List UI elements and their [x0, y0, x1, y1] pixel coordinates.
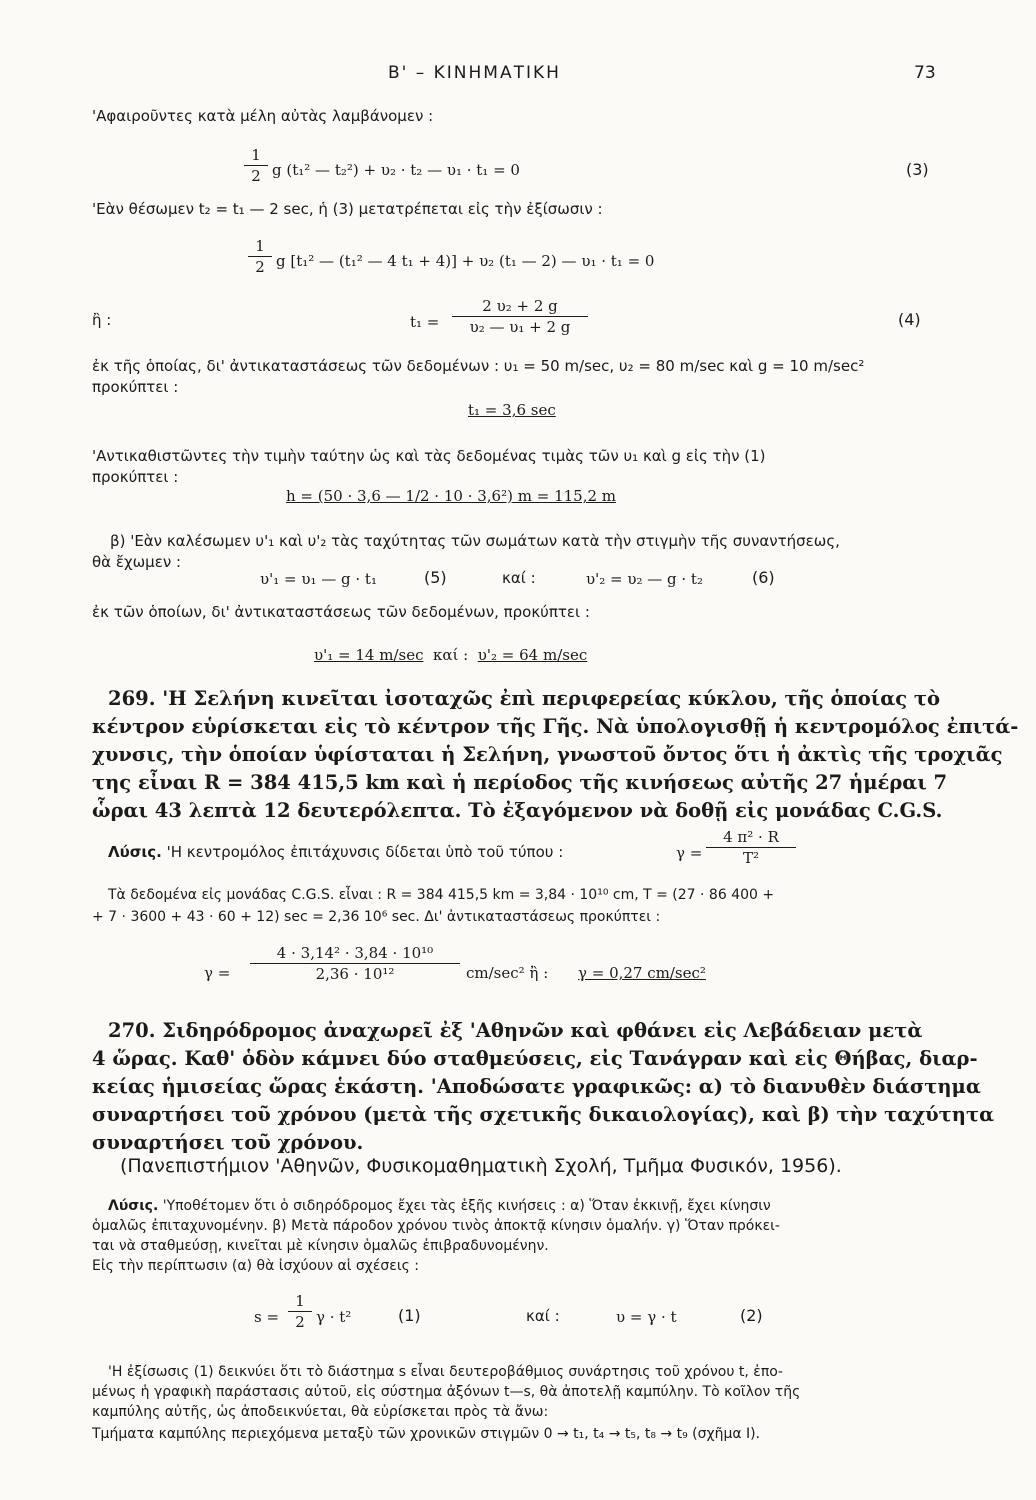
- or-label: ἢ :: [92, 311, 112, 329]
- fraction-denominator: 2: [295, 1313, 305, 1331]
- equation-4-fraction: [452, 297, 588, 336]
- body-line: 'Η ἐξίσωσις (1) δεικνύει ὅτι τὸ διάστημα s εἶναι δευτεροβάθμιος συνάρτησις τοῦ χρόνου t, ἐπο-: [108, 1364, 783, 1380]
- body-line: ἐκ τῆς ὁποίας, δι' ἀντικαταστάσεως τῶν δεδομένων : υ₁ = 50 m/sec, υ₂ = 80 m/sec καὶ g = 10 m/sec²: [92, 357, 865, 375]
- equation-b-fraction: [248, 237, 272, 276]
- body-line: ὁμαλῶς ἐπιταχυνομένην. β) Μετὰ πάροδον χρόνου τινὸς ἀποκτᾷ κίνησιν ὁμαλήν. γ) Ὅταν πρόκει-: [92, 1218, 780, 1234]
- fraction-numerator: 2 υ₂ + 2 g: [452, 297, 588, 317]
- equation-5-tag: (5): [424, 568, 447, 587]
- solution-text: 'Η κεντρομόλος ἐπιτάχυνσις δίδεται ὑπὸ τοῦ τύπου :: [166, 843, 564, 861]
- velocity-results: [314, 645, 587, 665]
- body-line: θὰ ἔχωμεν :: [92, 553, 182, 571]
- solution-text: 'Υποθέτομεν ὅτι ὁ σιδηρόδρομος ἔχει τὰς ἑξῆς κινήσεις : α) Ὅταν ἐκκινῇ, ἔχει κίνησιν: [162, 1198, 771, 1214]
- fraction-denominator: 2: [255, 258, 265, 276]
- h-equation-result: 115,2 m: [554, 487, 616, 505]
- page-number: 73: [914, 63, 936, 83]
- solution-label: Λύσις.: [108, 843, 162, 861]
- problem-270-citation: (Πανεπιστήμιον 'Αθηνῶν, Φυσικομαθηματικὴ Σχολή, Τμῆμα Φυσικόν, 1956).: [120, 1155, 842, 1177]
- body-line: ται νὰ σταθμεύσῃ, κινεῖται μὲ κίνησιν ὁμαλῶς ἐπιβραδυνομένην.: [92, 1238, 549, 1254]
- equation-substituted: g [t₁² — (t₁² — 4 t₁ + 4)] + υ₂ (t₁ — 2) — υ₁ · t₁ = 0: [276, 252, 655, 270]
- fraction-numerator: 1: [248, 237, 272, 257]
- fraction-denominator: υ₂ — υ₁ + 2 g: [469, 318, 571, 336]
- running-header-title: Β' – ΚΙΝΗΜΑΤΙΚΗ: [388, 63, 561, 83]
- fraction-numerator: 4 π² · R: [706, 828, 796, 848]
- body-line: ἐκ τῶν ὁποίων, δι' ἀντικαταστάσεως τῶν δεδομένων, προκύπτει :: [92, 603, 590, 621]
- fraction-numerator: 1: [244, 146, 268, 166]
- problem-269-statement: της εἶναι R = 384 415,5 km καὶ ἡ περίοδος τῆς κινήσεως αὐτῆς 27 ἡμέραι 7: [92, 771, 948, 794]
- body-line: β) 'Εὰν καλέσωμεν υ'₁ καὶ υ'₂ τὰς ταχύτητας τῶν σωμάτων κατὰ τὴν στιγμὴν τῆς συναντήσεως,: [110, 532, 840, 550]
- gamma-calc-unit: cm/sec² ἢ :: [466, 964, 549, 982]
- solution-line: [108, 1196, 771, 1216]
- problem-270-statement: κείας ἡμισείας ὥρας ἑκάστη. 'Αποδώσατε γραφικῶς: α) τὸ διανυθὲν διάστημα: [92, 1075, 981, 1098]
- gamma-formula-fraction: [706, 828, 796, 867]
- gamma-calc-result: γ = 0,27 cm/sec²: [578, 964, 706, 982]
- problem-269-statement: κέντρον εὑρίσκεται εἰς τὸ κέντρον τῆς Γῆς. Νὰ ὑπολογισθῇ ἡ κεντρομόλος ἐπιτά-: [92, 715, 1019, 738]
- and-label: καί :: [433, 646, 469, 664]
- and-label: καί :: [502, 569, 536, 587]
- body-line: 'Αφαιροῦντες κατὰ μέλη αὐτὰς λαμβάνομεν :: [92, 107, 434, 125]
- v-equation-tag: (2): [740, 1306, 763, 1325]
- problem-270-statement: 4 ὥρας. Καθ' ὁδὸν κάμνει δύο σταθμεύσεις, εἰς Τανάγραν καὶ εἰς Θήβας, διαρ-: [92, 1047, 978, 1070]
- equation-4-lhs: t₁ =: [410, 313, 440, 331]
- s-equation-fraction: [288, 1292, 312, 1331]
- h-equation: [286, 486, 616, 506]
- gamma-calc-fraction: [250, 944, 460, 983]
- body-line: + 7 · 3600 + 43 · 60 + 12) sec = 2,36 10⁶ sec. Δι' ἀντικαταστάσεως προκύπτει :: [92, 909, 661, 925]
- body-line: μένως ἡ γραφικὴ παράστασις αὐτοῦ, εἰς σύστημα ἀξόνων t—s, θὰ ἀποτελῇ καμπύλην. Τὸ κοῖλον τῆς: [92, 1384, 801, 1400]
- problem-270-statement: συναρτήσει τοῦ χρόνου (μετὰ τῆς σχετικῆς δικαιολογίας), καὶ β) τὴν ταχύτητα: [92, 1103, 995, 1126]
- body-line: καμπύλης αὐτῆς, ὡς ἀποδεικνύεται, θὰ εὑρίσκεται πρὸς τὰ ἄνω:: [92, 1404, 549, 1420]
- problem-270-statement: 270. Σιδηρόδρομος ἀναχωρεῖ ἐξ 'Αθηνῶν καὶ φθάνει εἰς Λεβάδειαν μετὰ: [108, 1019, 923, 1042]
- and-label: καί :: [526, 1307, 560, 1325]
- equation-3: g (t₁² — t₂²) + υ₂ · t₂ — υ₁ · t₁ = 0: [272, 161, 520, 179]
- body-line: 'Αντικαθιστῶντες τὴν τιμὴν ταύτην ὡς καὶ τὰς δεδομένας τιμὰς τῶν υ₁ καὶ g εἰς τὴν (1): [92, 447, 766, 465]
- problem-270-statement: συναρτήσει τοῦ χρόνου.: [92, 1131, 364, 1154]
- fraction-numerator: 1: [288, 1292, 312, 1312]
- gamma-formula-lhs: γ =: [676, 844, 703, 862]
- problem-269-statement: χυνσις, τὴν ὁποίαν ὑφίσταται ἡ Σελήνη, γνωστοῦ ὄντος ὅτι ἡ ἀκτὶς τῆς τροχιᾶς: [92, 743, 1003, 766]
- gamma-calc-lhs: γ =: [204, 964, 231, 982]
- equation-6: υ'₂ = υ₂ — g · t₂: [586, 570, 703, 588]
- h-equation-expression: h = (50 · 3,6 — 1/2 · 10 · 3,6²) m =: [286, 487, 555, 505]
- solution-line: [108, 842, 563, 862]
- body-line: Εἰς τὴν περίπτωσιν (α) θὰ ἰσχύουν αἱ σχέσεις :: [92, 1258, 419, 1274]
- body-line: 'Εὰν θέσωμεν t₂ = t₁ — 2 sec, ἡ (3) μετατρέπεται εἰς τὴν ἐξίσωσιν :: [92, 200, 603, 218]
- body-line: προκύπτει :: [92, 378, 179, 396]
- body-line: Τμήματα καμπύλης περιεχόμενα μεταξὺ τῶν χρονικῶν στιγμῶν 0 → t₁, t₄ → t₅, t₈ → t₉ (σχῆμα Ι).: [92, 1426, 761, 1442]
- t1-result: t₁ = 3,6 sec: [468, 401, 556, 419]
- solution-label: Λύσις.: [108, 1198, 159, 1214]
- equation-5: υ'₁ = υ₁ — g · t₁: [260, 570, 377, 588]
- s-equation-rhs: γ · t²: [316, 1308, 352, 1326]
- problem-269-statement: 269. 'Η Σελήνη κινεῖται ἰσοταχῶς ἐπὶ περιφερείας κύκλου, τῆς ὁποίας τὸ: [108, 687, 941, 710]
- s-equation-tag: (1): [398, 1306, 421, 1325]
- v-equation: υ = γ · t: [616, 1308, 677, 1326]
- fraction-denominator: T²: [742, 849, 760, 867]
- v1-result: υ'₁ = 14 m/sec: [314, 646, 424, 664]
- body-line: Τὰ δεδομένα εἰς μονάδας C.G.S. εἶναι : R = 384 415,5 km = 3,84 · 10¹⁰ cm, T = (27 · 86 400 +: [108, 887, 775, 903]
- equation-4-tag: (4): [898, 310, 921, 329]
- equation-3-tag: (3): [906, 160, 929, 179]
- fraction-numerator: 4 · 3,14² · 3,84 · 10¹⁰: [250, 944, 460, 964]
- problem-269-statement: ὧραι 43 λεπτὰ 12 δευτερόλεπτα. Τὸ ἐξαγόμενον νὰ δοθῇ εἰς μονάδας C.G.S.: [92, 799, 943, 822]
- equation-3-fraction: [244, 146, 268, 185]
- body-line: προκύπτει :: [92, 468, 179, 486]
- v2-result: υ'₂ = 64 m/sec: [477, 646, 588, 664]
- fraction-denominator: 2: [251, 167, 261, 185]
- fraction-denominator: 2,36 · 10¹²: [315, 965, 395, 983]
- s-equation-lhs: s =: [254, 1308, 280, 1326]
- equation-6-tag: (6): [752, 568, 775, 587]
